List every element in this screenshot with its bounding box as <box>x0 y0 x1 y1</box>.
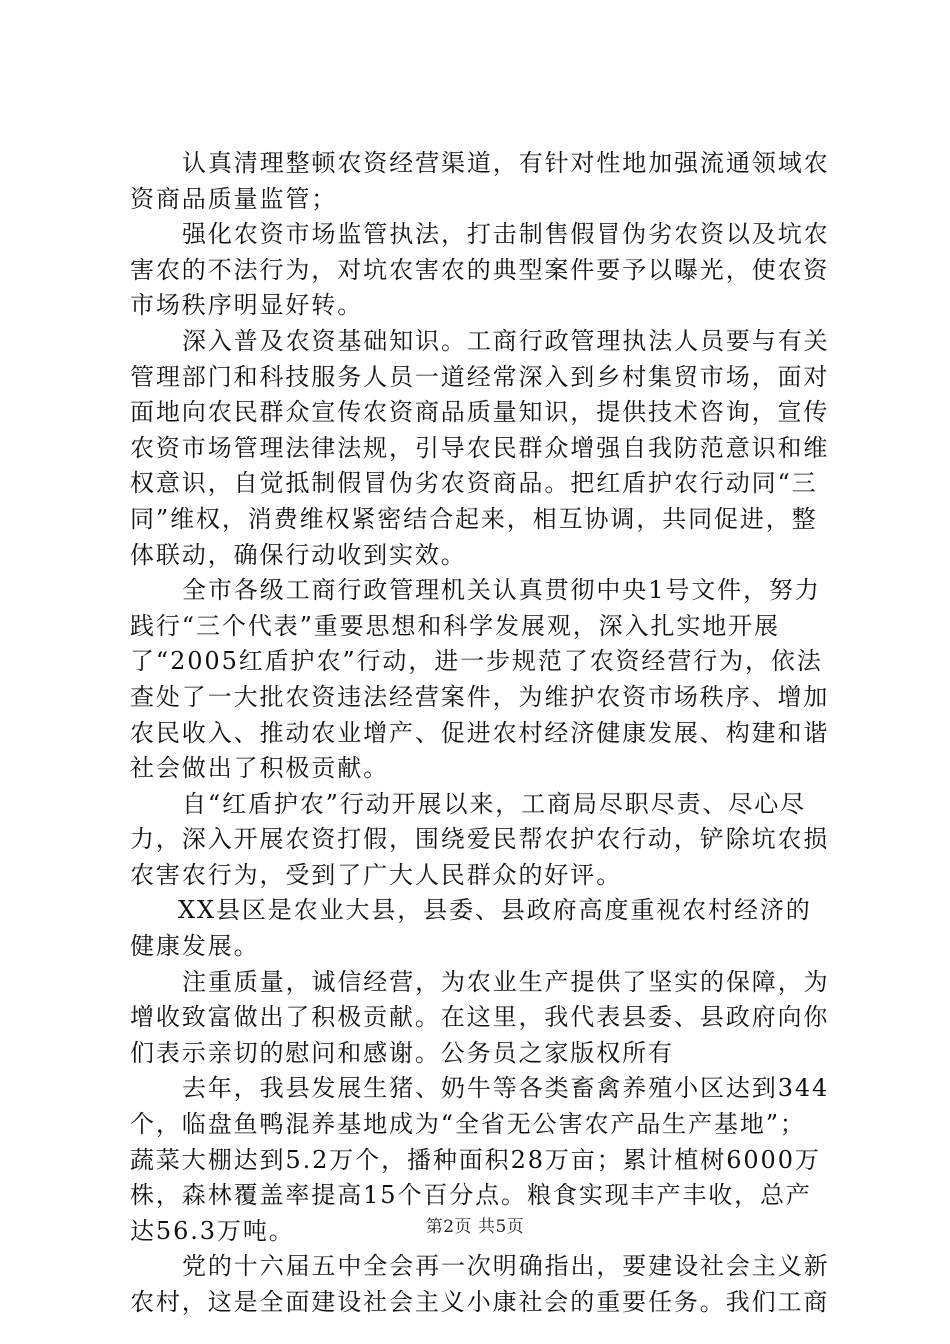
paragraph-1: 认真清理整顿农资经营渠道，有针对性地加强流通领域农资商品质量监管； <box>130 149 830 213</box>
paragraph-5: 自“红盾护农”行动开展以来，工商局尽职尽责、尽心尽力，深入开展农资打假，围绕爱民帮农护农行动，铲除坑农损农害农行为，受到了广大人民群众的好评。 <box>130 789 830 889</box>
paragraph-8: 去年，我县发展生猪、奶牛等各类畜禽养殖小区达到344个，临盘鱼鸭混养基地成为“全省无公害农产品生产基地”；蔬菜大棚达到5.2万个，播种面积28万亩；累计植树6000万株，森林覆盖率提高15个百分点。粮食实现丰产丰收，总产达56.3万吨。 <box>130 1074 830 1245</box>
document-body <box>130 146 830 1321</box>
paragraph-2: 强化农资市场监管执法，打击制售假冒伪劣农资以及坑农害农的不法行为，对坑农害农的典型案件要予以曝光，使农资市场秩序明显好转。 <box>130 220 830 320</box>
paragraph-4: 全市各级工商行政管理机关认真贯彻中央1号文件，努力践行“三个代表”重要思想和科学发展观，深入扎实地开展了“2005红盾护农”行动，进一步规范了农资经营行为，依法查处了一大批农资违法经营案件，为维护农资市场秩序、增加农民收入、推动农业增产、促进农村经济健康发展、构建和谐社会做出了积极贡献。 <box>130 576 830 783</box>
paragraph-9: 党的十六届五中全会再一次明确指出，要建设社会主义新农村，这是全面建设社会主义小康社会的重要任务。我们工商 <box>130 1252 830 1316</box>
paragraph-3: 深入普及农资基础知识。工商行政管理执法人员要与有关管理部门和科技服务人员一道经常深入到乡村集贸市场，面对面地向农民群众宣传农资商品质量知识，提供技术咨询，宣传农资市场管理法律法规，引导农民群众增强自我防范意识和维权意识，自觉抵制假冒伪劣农资商品。把红盾护农行动同“三同”维权，消费维权紧密结合起来，相互协调，共同促进，整体联动，确保行动收到实效。 <box>130 326 830 569</box>
paragraph-6: XX县区是农业大县，县委、县政府高度重视农村经济的健康发展。 <box>130 896 812 961</box>
page-number-footer: 第2页 共5页 <box>425 1217 525 1237</box>
paragraph-7: 注重质量，诚信经营，为农业生产提供了坚实的保障，为增收致富做出了积极贡献。在这里，我代表县委、县政府向你们表示亲切的慰问和感谢。公务员之家版权所有 <box>130 967 830 1067</box>
